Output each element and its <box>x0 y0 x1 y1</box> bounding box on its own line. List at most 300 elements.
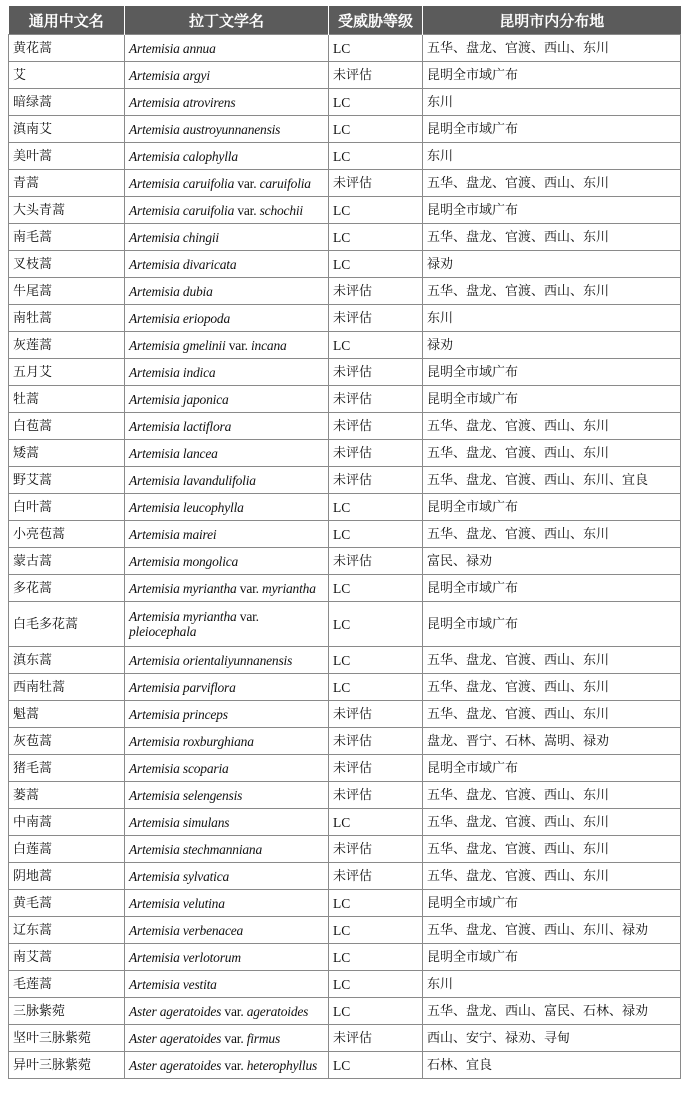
epithet: lavandulifolia <box>182 472 256 488</box>
threat-level-cell: 未评估 <box>329 359 423 386</box>
epithet: simulans <box>182 814 230 830</box>
rank: var. <box>239 580 259 596</box>
latin-name <box>129 419 231 434</box>
epithet: argyi <box>182 67 210 83</box>
table-row <box>9 971 681 998</box>
table-row <box>9 521 681 548</box>
table-row <box>9 602 681 647</box>
threat-level-cell: LC <box>329 494 423 521</box>
genus: Artemisia <box>129 949 180 965</box>
epithet: japonica <box>182 391 229 407</box>
latin-name <box>129 609 259 639</box>
latin-name-cell <box>125 917 329 944</box>
epithet: roxburghiana <box>182 733 254 749</box>
latin-name <box>129 284 213 299</box>
epithet: lancea <box>182 445 218 461</box>
genus: Artemisia <box>129 364 180 380</box>
table-row <box>9 998 681 1025</box>
distribution-cell: 五华、盘龙、官渡、西山、东川 <box>423 647 681 674</box>
rank: var. <box>224 1003 244 1019</box>
latin-name <box>129 1031 280 1046</box>
threat-level-cell: LC <box>329 332 423 359</box>
distribution-cell: 五华、盘龙、官渡、西山、东川 <box>423 701 681 728</box>
species-table-container <box>8 6 680 1079</box>
header-latin-name: 拉丁文学名 <box>125 6 329 35</box>
distribution-cell: 东川 <box>423 305 681 332</box>
genus: Artemisia <box>129 337 180 353</box>
latin-name <box>129 653 292 668</box>
table-row <box>9 701 681 728</box>
table-row <box>9 944 681 971</box>
distribution-cell: 昆明全市域广布 <box>423 116 681 143</box>
threat-level-cell: 未评估 <box>329 440 423 467</box>
genus: Artemisia <box>129 67 180 83</box>
genus: Artemisia <box>129 256 180 272</box>
header-row <box>9 6 681 35</box>
genus: Artemisia <box>129 472 180 488</box>
chinese-name-cell: 叉枝蒿 <box>9 251 125 278</box>
latin-name-cell <box>125 494 329 521</box>
threat-level-cell: LC <box>329 647 423 674</box>
genus: Artemisia <box>129 787 180 803</box>
threat-level-cell: LC <box>329 521 423 548</box>
genus: Artemisia <box>129 553 180 569</box>
species-table <box>8 6 681 1079</box>
epithet: ageratoides <box>159 1030 222 1046</box>
latin-name-cell <box>125 728 329 755</box>
epithet: divaricata <box>182 256 237 272</box>
table-header <box>9 6 681 35</box>
threat-level-cell: LC <box>329 89 423 116</box>
distribution-cell: 五华、盘龙、官渡、西山、东川 <box>423 782 681 809</box>
latin-name <box>129 977 217 992</box>
chinese-name-cell: 艾 <box>9 62 125 89</box>
chinese-name-cell: 滇南艾 <box>9 116 125 143</box>
chinese-name-cell: 小亮苞蒿 <box>9 521 125 548</box>
distribution-cell: 昆明全市域广布 <box>423 890 681 917</box>
genus: Artemisia <box>129 121 180 137</box>
epithet: princeps <box>182 706 228 722</box>
genus: Artemisia <box>129 895 180 911</box>
genus: Artemisia <box>129 841 180 857</box>
chinese-name-cell: 南毛蒿 <box>9 224 125 251</box>
table-row <box>9 1052 681 1079</box>
genus: Artemisia <box>129 310 180 326</box>
epithet: chingii <box>182 229 219 245</box>
infraspecific-epithet: heterophyllus <box>246 1057 318 1073</box>
genus: Artemisia <box>129 679 180 695</box>
latin-name <box>129 761 229 776</box>
latin-name <box>129 950 241 965</box>
distribution-cell: 昆明全市域广布 <box>423 575 681 602</box>
latin-name <box>129 257 236 272</box>
epithet: verbenacea <box>182 922 244 938</box>
threat-level-cell: 未评估 <box>329 782 423 809</box>
distribution-cell: 五华、盘龙、西山、富民、石林、禄劝 <box>423 998 681 1025</box>
chinese-name-cell: 暗绿蒿 <box>9 89 125 116</box>
header-chinese-name: 通用中文名 <box>9 6 125 35</box>
latin-name-cell <box>125 359 329 386</box>
threat-level-cell: LC <box>329 890 423 917</box>
table-row <box>9 116 681 143</box>
rank: var. <box>237 202 257 218</box>
table-row <box>9 728 681 755</box>
genus: Artemisia <box>129 202 180 218</box>
threat-level-cell: LC <box>329 998 423 1025</box>
table-row <box>9 359 681 386</box>
genus: Artemisia <box>129 922 180 938</box>
chinese-name-cell: 阴地蒿 <box>9 863 125 890</box>
chinese-name-cell: 蒌蒿 <box>9 782 125 809</box>
table-row <box>9 548 681 575</box>
latin-name <box>129 338 287 353</box>
chinese-name-cell: 西南牡蒿 <box>9 674 125 701</box>
distribution-cell: 昆明全市域广布 <box>423 197 681 224</box>
latin-name-cell <box>125 278 329 305</box>
threat-level-cell: 未评估 <box>329 467 423 494</box>
table-row <box>9 575 681 602</box>
epithet: dubia <box>182 283 213 299</box>
distribution-cell: 五华、盘龙、官渡、西山、东川、禄劝 <box>423 917 681 944</box>
distribution-cell: 五华、盘龙、官渡、西山、东川 <box>423 521 681 548</box>
latin-name <box>129 122 280 137</box>
genus: Artemisia <box>129 976 180 992</box>
chinese-name-cell: 牡蒿 <box>9 386 125 413</box>
distribution-cell: 五华、盘龙、官渡、西山、东川 <box>423 278 681 305</box>
latin-name-cell <box>125 332 329 359</box>
chinese-name-cell: 矮蒿 <box>9 440 125 467</box>
threat-level-cell: LC <box>329 224 423 251</box>
latin-name <box>129 842 262 857</box>
chinese-name-cell: 野艾蒿 <box>9 467 125 494</box>
table-row <box>9 1025 681 1052</box>
epithet: sylvatica <box>182 868 230 884</box>
distribution-cell: 西山、安宁、禄劝、寻甸 <box>423 1025 681 1052</box>
threat-level-cell: LC <box>329 674 423 701</box>
threat-level-cell: 未评估 <box>329 386 423 413</box>
threat-level-cell: LC <box>329 917 423 944</box>
epithet: selengensis <box>182 787 243 803</box>
distribution-cell: 五华、盘龙、官渡、西山、东川 <box>423 809 681 836</box>
threat-level-cell: LC <box>329 809 423 836</box>
latin-name-cell <box>125 890 329 917</box>
rank: var. <box>224 1030 244 1046</box>
latin-name-cell <box>125 116 329 143</box>
threat-level-cell: LC <box>329 575 423 602</box>
threat-level-cell: 未评估 <box>329 170 423 197</box>
table-row <box>9 782 681 809</box>
distribution-cell: 五华、盘龙、官渡、西山、东川 <box>423 413 681 440</box>
table-row <box>9 413 681 440</box>
chinese-name-cell: 白莲蒿 <box>9 836 125 863</box>
latin-name <box>129 203 303 218</box>
genus: Artemisia <box>129 391 180 407</box>
distribution-cell: 昆明全市域广布 <box>423 494 681 521</box>
table-body <box>9 35 681 1079</box>
latin-name-cell <box>125 251 329 278</box>
distribution-cell: 五华、盘龙、官渡、西山、东川 <box>423 674 681 701</box>
genus: Artemisia <box>129 283 180 299</box>
table-row <box>9 386 681 413</box>
latin-name-cell <box>125 944 329 971</box>
latin-name <box>129 1004 308 1019</box>
genus: Aster <box>129 1057 157 1073</box>
threat-level-cell: 未评估 <box>329 755 423 782</box>
latin-name <box>129 923 243 938</box>
table-row <box>9 332 681 359</box>
infraspecific-epithet: ageratoides <box>246 1003 309 1019</box>
latin-name-cell <box>125 701 329 728</box>
distribution-cell: 昆明全市域广布 <box>423 755 681 782</box>
epithet: velutina <box>182 895 225 911</box>
epithet: ageratoides <box>159 1057 222 1073</box>
genus: Artemisia <box>129 526 180 542</box>
table-row <box>9 755 681 782</box>
distribution-cell: 五华、盘龙、官渡、西山、东川 <box>423 863 681 890</box>
latin-name-cell <box>125 1052 329 1079</box>
latin-name-cell <box>125 305 329 332</box>
chinese-name-cell: 五月艾 <box>9 359 125 386</box>
distribution-cell: 五华、盘龙、官渡、西山、东川 <box>423 440 681 467</box>
infraspecific-epithet: pleiocephala <box>129 624 197 639</box>
genus: Artemisia <box>129 94 180 110</box>
latin-name-cell <box>125 998 329 1025</box>
threat-level-cell: LC <box>329 143 423 170</box>
distribution-cell: 五华、盘龙、官渡、西山、东川、宜良 <box>423 467 681 494</box>
table-row <box>9 170 681 197</box>
latin-name <box>129 95 235 110</box>
rank: var. <box>239 609 259 624</box>
threat-level-cell: LC <box>329 944 423 971</box>
threat-level-cell: LC <box>329 35 423 62</box>
chinese-name-cell: 灰苞蒿 <box>9 728 125 755</box>
latin-name <box>129 815 229 830</box>
latin-name <box>129 311 230 326</box>
chinese-name-cell: 滇东蒿 <box>9 647 125 674</box>
epithet: calophylla <box>182 148 238 164</box>
chinese-name-cell: 白苞蒿 <box>9 413 125 440</box>
distribution-cell: 东川 <box>423 143 681 170</box>
chinese-name-cell: 黄花蒿 <box>9 35 125 62</box>
latin-name-cell <box>125 35 329 62</box>
latin-name-cell <box>125 1025 329 1052</box>
latin-name <box>129 500 244 515</box>
table-row <box>9 305 681 332</box>
genus: Artemisia <box>129 40 180 56</box>
threat-level-cell: 未评估 <box>329 728 423 755</box>
latin-name-cell <box>125 224 329 251</box>
distribution-cell: 昆明全市域广布 <box>423 944 681 971</box>
chinese-name-cell: 美叶蒿 <box>9 143 125 170</box>
latin-name-cell <box>125 647 329 674</box>
genus: Aster <box>129 1003 157 1019</box>
epithet: mairei <box>182 526 217 542</box>
genus: Artemisia <box>129 609 180 624</box>
latin-name-cell <box>125 440 329 467</box>
latin-name <box>129 788 242 803</box>
epithet: caruifolia <box>182 202 235 218</box>
threat-level-cell: 未评估 <box>329 1025 423 1052</box>
latin-name-cell <box>125 143 329 170</box>
latin-name <box>129 41 216 56</box>
latin-name <box>129 446 218 461</box>
chinese-name-cell: 猪毛蒿 <box>9 755 125 782</box>
epithet: stechmanniana <box>182 841 263 857</box>
epithet: scoparia <box>182 760 229 776</box>
chinese-name-cell: 坚叶三脉紫菀 <box>9 1025 125 1052</box>
genus: Artemisia <box>129 652 180 668</box>
threat-level-cell: 未评估 <box>329 548 423 575</box>
latin-name <box>129 707 228 722</box>
rank: var. <box>237 175 257 191</box>
epithet: mongolica <box>182 553 239 569</box>
latin-name-cell <box>125 755 329 782</box>
distribution-cell: 昆明全市域广布 <box>423 602 681 647</box>
infraspecific-epithet: incana <box>251 337 287 353</box>
table-row <box>9 467 681 494</box>
chinese-name-cell: 多花蒿 <box>9 575 125 602</box>
latin-name <box>129 869 229 884</box>
chinese-name-cell: 辽东蒿 <box>9 917 125 944</box>
table-row <box>9 917 681 944</box>
latin-name <box>129 230 219 245</box>
table-row <box>9 809 681 836</box>
distribution-cell: 东川 <box>423 971 681 998</box>
chinese-name-cell: 异叶三脉紫菀 <box>9 1052 125 1079</box>
infraspecific-epithet: firmus <box>246 1030 280 1046</box>
distribution-cell: 盘龙、晋宁、石林、嵩明、禄劝 <box>423 728 681 755</box>
threat-level-cell: 未评估 <box>329 62 423 89</box>
threat-level-cell: LC <box>329 197 423 224</box>
latin-name-cell <box>125 548 329 575</box>
latin-name-cell <box>125 62 329 89</box>
table-row <box>9 224 681 251</box>
distribution-cell: 石林、宜良 <box>423 1052 681 1079</box>
epithet: leucophylla <box>182 499 244 515</box>
table-row <box>9 836 681 863</box>
genus: Artemisia <box>129 148 180 164</box>
latin-name-cell <box>125 89 329 116</box>
latin-name-cell <box>125 836 329 863</box>
latin-name <box>129 149 238 164</box>
distribution-cell: 五华、盘龙、官渡、西山、东川 <box>423 35 681 62</box>
latin-name-cell <box>125 386 329 413</box>
latin-name <box>129 527 216 542</box>
latin-name-cell <box>125 863 329 890</box>
table-row <box>9 440 681 467</box>
distribution-cell: 禄劝 <box>423 332 681 359</box>
threat-level-cell: 未评估 <box>329 305 423 332</box>
genus: Artemisia <box>129 175 180 191</box>
latin-name-cell <box>125 602 329 647</box>
latin-name <box>129 896 225 911</box>
epithet: caruifolia <box>182 175 235 191</box>
threat-level-cell: 未评估 <box>329 863 423 890</box>
distribution-cell: 五华、盘龙、官渡、西山、东川 <box>423 836 681 863</box>
table-row <box>9 35 681 62</box>
epithet: orientaliyunnanensis <box>182 652 293 668</box>
chinese-name-cell: 三脉紫菀 <box>9 998 125 1025</box>
epithet: ageratoides <box>159 1003 222 1019</box>
table-row <box>9 251 681 278</box>
chinese-name-cell: 灰莲蒿 <box>9 332 125 359</box>
chinese-name-cell: 中南蒿 <box>9 809 125 836</box>
genus: Artemisia <box>129 445 180 461</box>
table-row <box>9 674 681 701</box>
genus: Artemisia <box>129 499 180 515</box>
threat-level-cell: 未评估 <box>329 413 423 440</box>
threat-level-cell: 未评估 <box>329 836 423 863</box>
latin-name-cell <box>125 782 329 809</box>
distribution-cell: 昆明全市域广布 <box>423 62 681 89</box>
latin-name-cell <box>125 971 329 998</box>
genus: Artemisia <box>129 418 180 434</box>
latin-name-cell <box>125 674 329 701</box>
latin-name-cell <box>125 809 329 836</box>
chinese-name-cell: 牛尾蒿 <box>9 278 125 305</box>
chinese-name-cell: 毛莲蒿 <box>9 971 125 998</box>
table-row <box>9 494 681 521</box>
latin-name <box>129 68 210 83</box>
latin-name <box>129 581 316 596</box>
epithet: gmelinii <box>182 337 226 353</box>
latin-name <box>129 680 236 695</box>
latin-name-cell <box>125 170 329 197</box>
table-row <box>9 89 681 116</box>
table-row <box>9 890 681 917</box>
latin-name-cell <box>125 521 329 548</box>
chinese-name-cell: 青蒿 <box>9 170 125 197</box>
latin-name-cell <box>125 575 329 602</box>
epithet: myriantha <box>182 609 237 624</box>
epithet: indica <box>182 364 216 380</box>
genus: Artemisia <box>129 868 180 884</box>
latin-name <box>129 473 256 488</box>
header-threat-level: 受威胁等级 <box>329 6 423 35</box>
infraspecific-epithet: caruifolia <box>259 175 311 191</box>
distribution-cell: 昆明全市域广布 <box>423 359 681 386</box>
chinese-name-cell: 白毛多花蒿 <box>9 602 125 647</box>
chinese-name-cell: 白叶蒿 <box>9 494 125 521</box>
latin-name <box>129 176 311 191</box>
distribution-cell: 五华、盘龙、官渡、西山、东川 <box>423 224 681 251</box>
distribution-cell: 昆明全市域广布 <box>423 386 681 413</box>
latin-name-cell <box>125 413 329 440</box>
distribution-cell: 东川 <box>423 89 681 116</box>
table-row <box>9 143 681 170</box>
epithet: annua <box>182 40 216 56</box>
genus: Aster <box>129 1030 157 1046</box>
chinese-name-cell: 大头青蒿 <box>9 197 125 224</box>
threat-level-cell: 未评估 <box>329 701 423 728</box>
infraspecific-epithet: schochii <box>259 202 303 218</box>
genus: Artemisia <box>129 706 180 722</box>
chinese-name-cell: 蒙古蒿 <box>9 548 125 575</box>
chinese-name-cell: 南牡蒿 <box>9 305 125 332</box>
chinese-name-cell: 南艾蒿 <box>9 944 125 971</box>
distribution-cell: 五华、盘龙、官渡、西山、东川 <box>423 170 681 197</box>
epithet: myriantha <box>182 580 237 596</box>
epithet: atrovirens <box>182 94 236 110</box>
latin-name-cell <box>125 467 329 494</box>
threat-level-cell: LC <box>329 602 423 647</box>
latin-name-cell <box>125 197 329 224</box>
header-distribution: 昆明市内分布地 <box>423 6 681 35</box>
genus: Artemisia <box>129 814 180 830</box>
table-row <box>9 278 681 305</box>
epithet: parviflora <box>182 679 236 695</box>
genus: Artemisia <box>129 760 180 776</box>
